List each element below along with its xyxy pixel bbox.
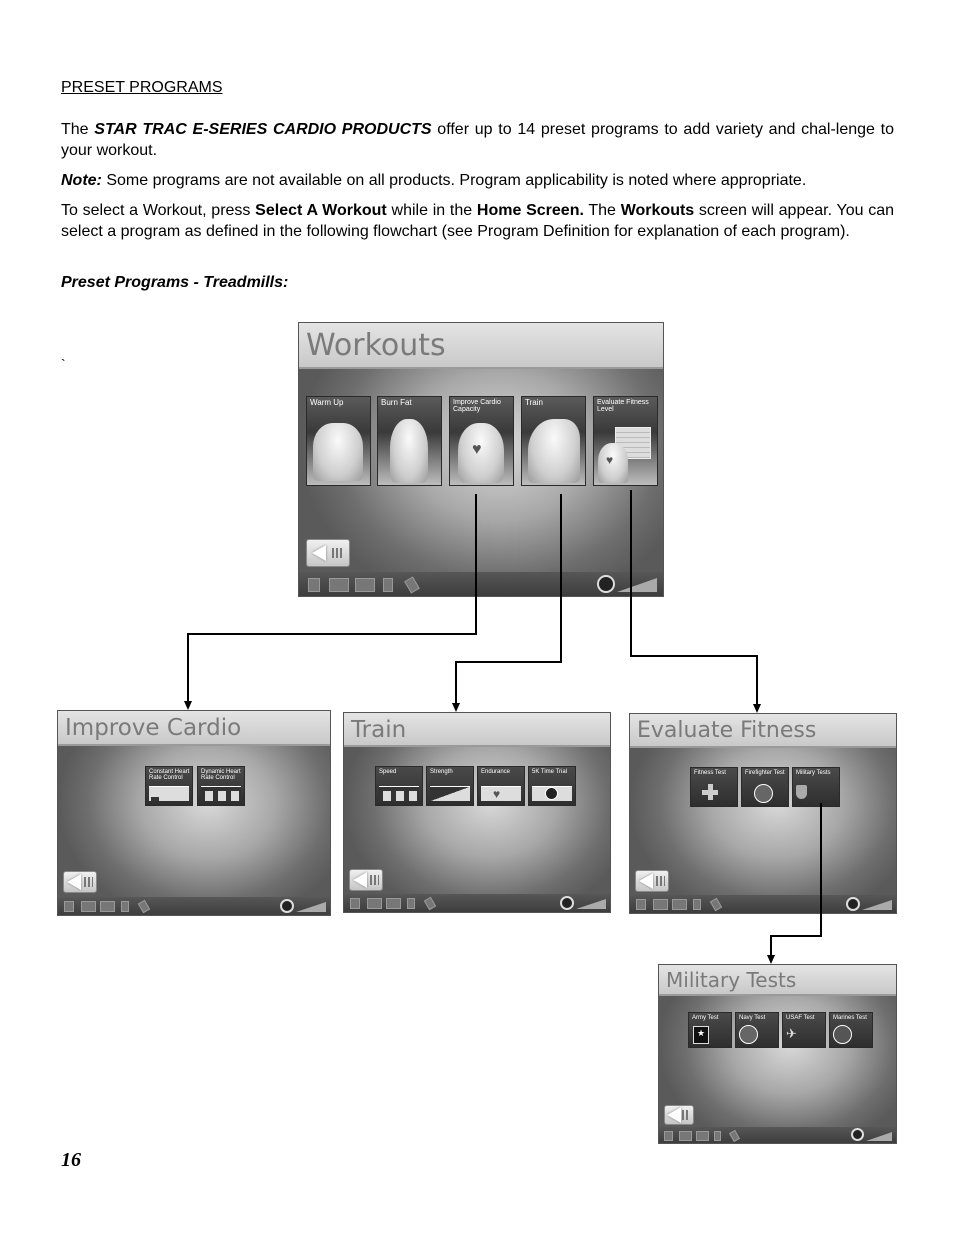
intro-text: The <box>61 121 95 138</box>
page-number: 16 <box>61 1149 81 1171</box>
tile-label: Marines Test <box>833 1015 867 1021</box>
screen-title: Improve Cardio <box>58 711 330 746</box>
screen-title: Evaluate Fitness <box>630 714 896 748</box>
tile-label: Endurance <box>481 769 511 775</box>
instr-text-1: To select a Workout, press <box>61 202 256 219</box>
tile-label: Navy Test <box>739 1015 766 1021</box>
connector-improve-cardio <box>188 494 476 701</box>
stray-mark: ` <box>61 356 66 372</box>
arrowhead-evaluate-fitness <box>753 704 761 713</box>
tile-label: Speed <box>379 769 397 775</box>
section-heading: PRESET PROGRAMS <box>61 79 223 96</box>
tile-label: Constant Heart Rate Control <box>149 769 190 782</box>
connector-evaluate-fitness <box>631 490 757 704</box>
usaf-wings-icon: ✈ <box>786 1026 797 1041</box>
tile-label: Burn Fat <box>381 398 412 407</box>
heart-icon: ♥ <box>493 787 501 801</box>
heart-icon: ♥ <box>472 441 482 458</box>
tile-label: Strength <box>430 769 453 775</box>
tile-label: Fitness Test <box>694 770 726 776</box>
arrowhead-train <box>452 703 460 712</box>
tile-label: Train <box>525 398 543 407</box>
arrowhead-improve-cardio <box>184 701 192 710</box>
instr-text-4: screen will appear. You can select a program as defined in the following flowchart (see Program Definition for explanation of each program). <box>61 202 895 240</box>
tile-label: USAF Test <box>786 1015 815 1021</box>
tile-label: Military Tests <box>796 770 831 776</box>
subheading-text: Preset Programs - Treadmills: <box>61 274 289 291</box>
screen-title: Workouts <box>299 323 663 369</box>
screen-title: Train <box>344 713 610 747</box>
note-label: Note: <box>61 172 102 189</box>
instr-text-2: while in the <box>386 202 477 219</box>
brand-name: STAR TRAC E-SERIES CARDIO PRODUCTS <box>94 121 432 138</box>
screen-title: Military Tests <box>659 965 896 996</box>
note-text: Some programs are not available on all products. Program applicability is noted where appropriate. <box>101 172 807 189</box>
arrowhead-military-tests <box>767 955 775 964</box>
tile-label: Improve Cardio Capacity <box>453 399 501 414</box>
tile-label: Warm Up <box>310 398 344 407</box>
instr-bold-workouts: Workouts <box>620 202 695 219</box>
tile-label: Dynamic Heart Rate Control <box>201 769 241 782</box>
instr-bold-select: Select A Workout <box>255 202 387 219</box>
heart-icon: ♥ <box>606 453 614 467</box>
instr-text-3: The <box>583 202 621 219</box>
tile-label: 5K Time Trial <box>532 769 568 775</box>
intro-text-end: offer up to 14 preset programs to add variety and chal-lenge to your workout. <box>61 121 894 159</box>
tile-label: Army Test <box>692 1015 719 1021</box>
tile-label: Evaluate Fitness Level <box>597 399 649 414</box>
instr-bold-home: Home Screen. <box>476 202 584 219</box>
tile-label: Firefighter Test <box>745 770 785 776</box>
connector-military-tests <box>771 803 821 955</box>
connector-train <box>456 494 561 703</box>
army-star-icon: ★ <box>693 1026 709 1044</box>
